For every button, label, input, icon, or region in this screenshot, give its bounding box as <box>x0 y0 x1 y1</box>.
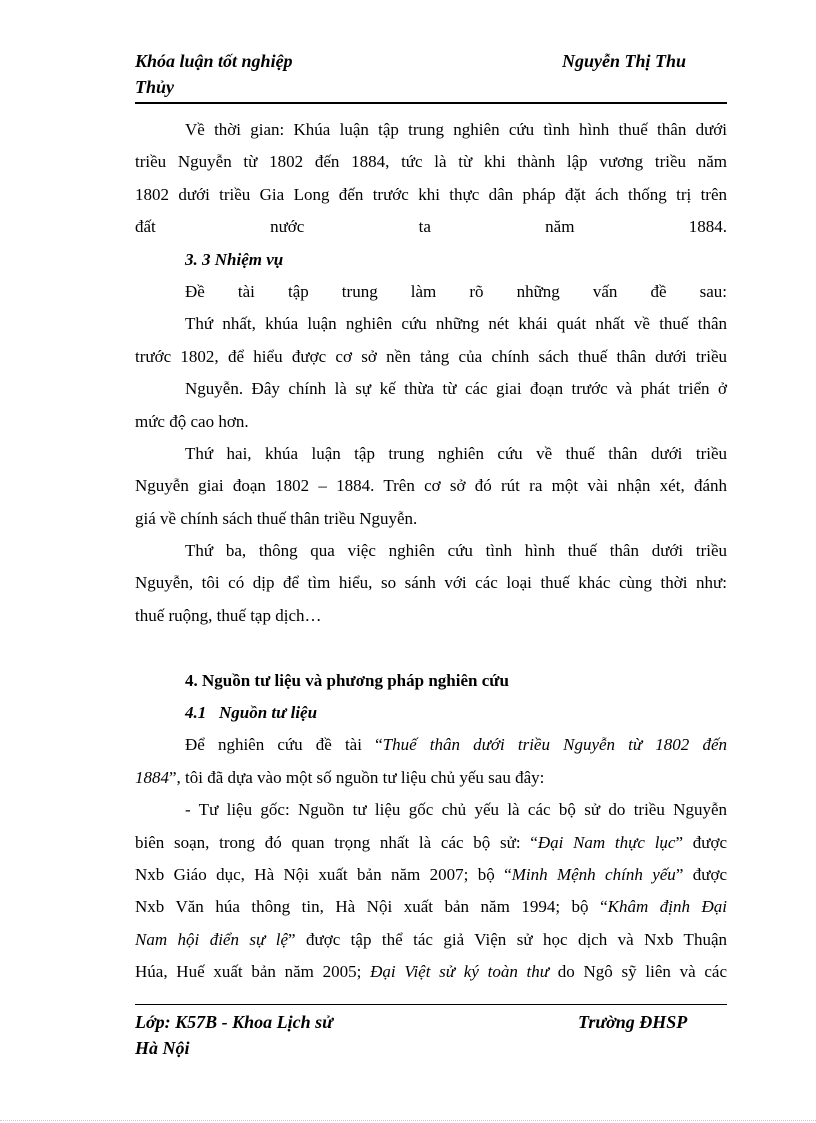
paragraph-line: giá về chính sách thuế thân triều Nguyễn. <box>135 508 418 528</box>
footer-class-label: Lớp: K57B - Khoa Lịch sử <box>135 1012 333 1032</box>
footer-school-name: Trường ĐHSP <box>578 1012 688 1032</box>
paragraph-line: thuế ruộng, thuế tạp dịch… <box>135 605 322 625</box>
paragraph-line: - Tư liệu gốc: Nguồn tư liệu gốc chủ yếu là các bộ sử do triều Nguyễn <box>185 800 727 820</box>
paragraph-line: Thứ ba, thông qua việc nghiên cứu tình hình thuế thân dưới triều <box>185 541 727 561</box>
text-run: ” được tập thể tác giả Viện sử học dịch và Nxb Thuận <box>288 929 727 949</box>
text-run: biên soạn, trong đó quan trọng nhất là các bộ sử: “ <box>135 832 538 852</box>
section-heading-4: 4. Nguồn tư liệu và phương pháp nghiên cứu <box>185 670 509 690</box>
source-title-italic: Đại Việt sử ký toàn thư <box>370 962 550 982</box>
paragraph-line: Đề tài tập trung làm rõ những vấn đề sau: <box>185 281 727 301</box>
paragraph-line: Về thời gian: Khúa luận tập trung nghiên cứu tình hình thuế thân dưới <box>185 120 727 139</box>
paragraph-line: mức độ cao hơn. <box>135 411 249 431</box>
source-title-italic: Đại Nam thực lục <box>537 832 676 852</box>
paragraph-line: 1802 dưới triều Gia Long đến trước khi thực dân pháp đặt ách thống trị trên <box>135 184 727 204</box>
text-run: ”, tôi đã dựa vào một số nguồn tư liệu chủ yếu sau đây: <box>169 767 545 787</box>
paragraph-line: triều Nguyễn từ 1802 đến 1884, tức là từ khi thành lập vương triều năm <box>135 152 727 172</box>
header-course-label: Khóa luận tốt nghiệp <box>135 51 293 71</box>
text-run: ” được <box>675 832 727 852</box>
text-run: do Ngô sỹ liên và các <box>549 962 728 982</box>
source-title-italic: Minh Mệnh chính yếu <box>511 864 676 884</box>
paragraph-line <box>135 729 727 761</box>
footer-school-name-cont: Hà Nội <box>135 1038 190 1058</box>
header-author-name-cont: Thủy <box>135 77 175 97</box>
paragraph-line: Nguyễn. Đây chính là sự kế thừa từ các giai đoạn trước và phát triển ở <box>185 379 727 399</box>
spacer <box>135 632 727 664</box>
thesis-title-italic: Thuế thân dưới triều Nguyễn từ 1802 đến <box>382 735 727 755</box>
text-run: Húa, Huế xuất bản năm 2005; <box>135 962 371 982</box>
text-run: Nxb Văn húa thông tin, Hà Nội xuất bản năm 1994; bộ “ <box>135 897 608 917</box>
body-text <box>135 114 727 989</box>
page-boundary <box>0 1120 816 1121</box>
text-run: ” được <box>675 864 727 884</box>
header-author-name: Nguyễn Thị Thu <box>562 51 687 71</box>
text-run: Nxb Giáo dục, Hà Nội xuất bản năm 2007; bộ “ <box>135 864 512 884</box>
footer-rule <box>135 1004 727 1005</box>
paragraph-line <box>135 956 727 988</box>
paragraph-line: đất nước ta năm 1884. <box>135 217 727 237</box>
paragraph-line <box>135 924 727 956</box>
paragraph-line <box>135 891 727 923</box>
paragraph-line: trước 1802, để hiểu được cơ sở nền tảng của chính sách thuế thân dưới triều <box>135 346 727 366</box>
paragraph-line <box>135 859 727 891</box>
paragraph-line: Nguyễn giai đoạn 1802 – 1884. Trên cơ sở đó rút ra một vài nhận xét, đánh <box>135 476 727 496</box>
section-heading-4-1: 4.1 Nguồn tư liệu <box>185 703 318 723</box>
paragraph-line: Thứ hai, khúa luận tập trung nghiên cứu về thuế thân dưới triều <box>185 443 727 463</box>
paragraph-line <box>135 762 727 794</box>
paragraph-line: Thứ nhất, khúa luận nghiên cứu những nét khái quát nhất về thuế thân <box>185 314 727 334</box>
text-run: Để nghiên cứu đề tài “ <box>185 735 383 755</box>
thesis-title-italic-cont: 1884 <box>135 767 169 787</box>
paragraph-line <box>135 827 727 859</box>
section-heading-3-3: 3. 3 Nhiệm vụ <box>185 249 284 269</box>
source-title-italic: Khâm định Đại <box>607 897 727 917</box>
header-rule <box>135 102 727 104</box>
source-title-italic-cont: Nam hội điển sự lệ <box>135 929 289 949</box>
paragraph-line: Nguyễn, tôi có dịp để tìm hiểu, so sánh với các loại thuế khác cùng thời như: <box>135 573 727 593</box>
